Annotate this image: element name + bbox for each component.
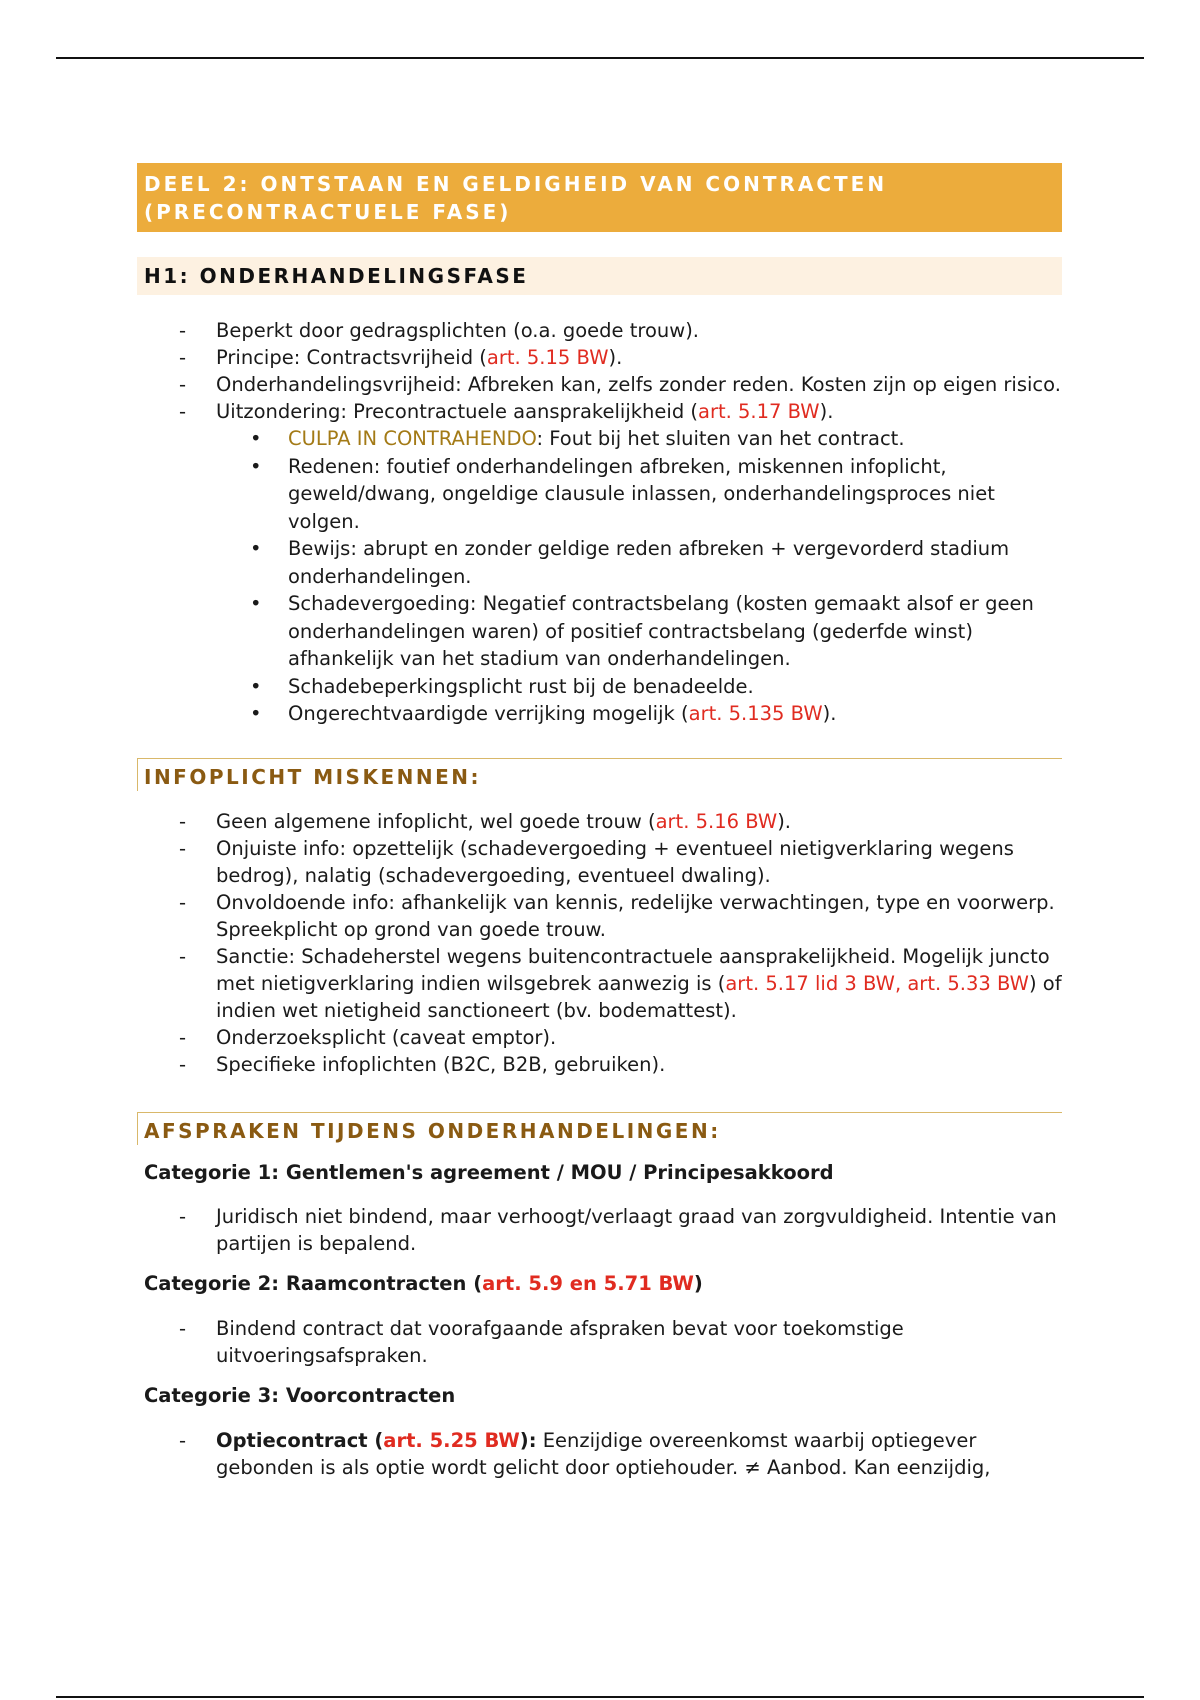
list-item: - Onjuiste info: opzettelijk (schadevergoeding + eventueel nietigverklaring wegens bedrog), nalatig (schadevergoeding, eventueel dwaling).: [179, 836, 1014, 887]
list-item: - Onderhandelingsvrijheid: Afbreken kan, zelfs zonder reden. Kosten zijn op eigen risico.: [179, 373, 1061, 396]
list-item: - Optiecontract (art. 5.25 BW): Eenzijdige overeenkomst waarbij optiegever gebonden is als optie wordt gelicht door optiehouder. ≠ Aanbod. Kan eenzijdig,: [179, 1428, 991, 1479]
list-item: - Principe: Contractsvrijheid (art. 5.15 BW).: [179, 346, 623, 369]
sublist-item: • Ongerechtvaardigde verrijking mogelijk (art. 5.135 BW).: [250, 702, 837, 725]
list-item: - Uitzondering: Precontractuele aansprakelijkheid (art. 5.17 BW). • CULPA IN CONTRAHENDO: Fout bij het sluiten van het contract. • Redenen: foutief onderhandelingen afbreken, miskennen infoplicht, geweld/dwang, ongeldige clausule inlassen, onderhandelingsproces niet volgen. • Bewijs: abrupt en zonder geldige reden afbreken + vergevorderd stadium onderhandelingen. • Schadevergoeding: Negatief contractsbelang (kosten gemaakt alsof er geen onderhandelingen waren) of positief contractsbelang (gederfde winst) afhankelijk van het stadium van onderhandelingen. • Schadebeperkingsplicht rust bij de benadeelde. • Ongerechtvaardigde verrijking mogelijk (art. 5.135 BW).: [137, 398, 1062, 728]
part-title: DEEL 2: ONTSTAAN EN GELDIGHEID VAN CONTRACTEN (PRECONTRACTUELE FASE): [137, 163, 1062, 232]
list-item: - Sanctie: Schadeherstel wegens buitencontractuele aansprakelijkheid. Mogelijk juncto met nietigverklaring indien wilsgebrek aanwezig is (art. 5.17 lid 3 BW, art. 5.33 BW) of indien wet nietigheid sanctioneert (bv. bodemattest).: [179, 944, 1062, 1022]
bottom-rule: [56, 1696, 1144, 1698]
top-rule: [56, 57, 1144, 59]
infoplicht-list: [137, 808, 1062, 1078]
sublist-item: • CULPA IN CONTRAHENDO: Fout bij het sluiten van het contract.: [250, 427, 905, 450]
list-item: - Juridisch niet bindend, maar verhoogt/verlaagt graad van zorgvuldigheid. Intentie van partijen is bepalend.: [179, 1204, 1057, 1255]
sublist-item: • Redenen: foutief onderhandelingen afbreken, miskennen infoplicht, geweld/dwang, ongeldige clausule inlassen, onderhandelingsproces niet volgen.: [250, 454, 995, 533]
legal-term: CULPA IN CONTRAHENDO: [288, 427, 537, 450]
article-ref: art. 5.17 lid 3 BW, art. 5.33 BW: [725, 971, 1029, 995]
category-3-list: [137, 1427, 1062, 1481]
article-ref: art. 5.17 BW: [698, 400, 820, 423]
negotiation-list: [137, 317, 1062, 728]
list-item: - Specifieke infoplichten (B2C, B2B, gebruiken).: [179, 1052, 666, 1076]
category-1-list: [137, 1203, 1062, 1257]
category-heading: Categorie 3: Voorcontracten: [144, 1383, 456, 1407]
document-content: [137, 163, 1062, 1481]
article-ref: art. 5.25 BW: [383, 1428, 520, 1452]
list-item: - Geen algemene infoplicht, wel goede trouw (art. 5.16 BW).: [179, 809, 791, 833]
list-item: - Onvoldoende info: afhankelijk van kennis, redelijke verwachtingen, type en voorwerp. Spreekplicht op grond van goede trouw.: [179, 890, 1055, 941]
list-item: - Beperkt door gedragsplichten (o.a. goede trouw).: [179, 319, 700, 342]
category-2-list: [137, 1315, 1062, 1369]
exception-sublist: [216, 425, 1062, 728]
sublist-item: • Bewijs: abrupt en zonder geldige reden afbreken + vergevorderd stadium onderhandelingen.: [250, 537, 1010, 588]
sublist-item: • Schadebeperkingsplicht rust bij de benadeelde.: [250, 674, 754, 698]
article-ref: art. 5.15 BW: [486, 346, 609, 369]
chapter-title: H1: ONDERHANDELINGSFASE: [137, 257, 1062, 295]
section-heading-afspraken: AFSPRAKEN TIJDENS ONDERHANDELINGEN:: [137, 1112, 1062, 1145]
category-heading: Categorie 2: Raamcontracten (art. 5.9 en 5.71 BW): [144, 1271, 703, 1295]
sublist-item: • Schadevergoeding: Negatief contractsbelang (kosten gemaakt alsof er geen onderhandelingen waren) of positief contractsbelang (gederfde winst) afhankelijk van het stadium van onderhandelingen.: [250, 592, 1034, 670]
section-heading-infoplicht: INFOPLICHT MISKENNEN:: [137, 758, 1062, 791]
article-ref: art. 5.9 en 5.71 BW: [482, 1271, 694, 1295]
list-item: - Bindend contract dat voorafgaande afspraken bevat voor toekomstige uitvoeringsafspraken.: [179, 1316, 904, 1367]
article-ref: art. 5.16 BW: [655, 809, 778, 833]
category-heading: Categorie 1: Gentlemen's agreement / MOU / Principesakkoord: [144, 1160, 834, 1184]
list-item: - Onderzoeksplicht (caveat emptor).: [179, 1025, 557, 1049]
article-ref: art. 5.135 BW: [688, 702, 823, 725]
